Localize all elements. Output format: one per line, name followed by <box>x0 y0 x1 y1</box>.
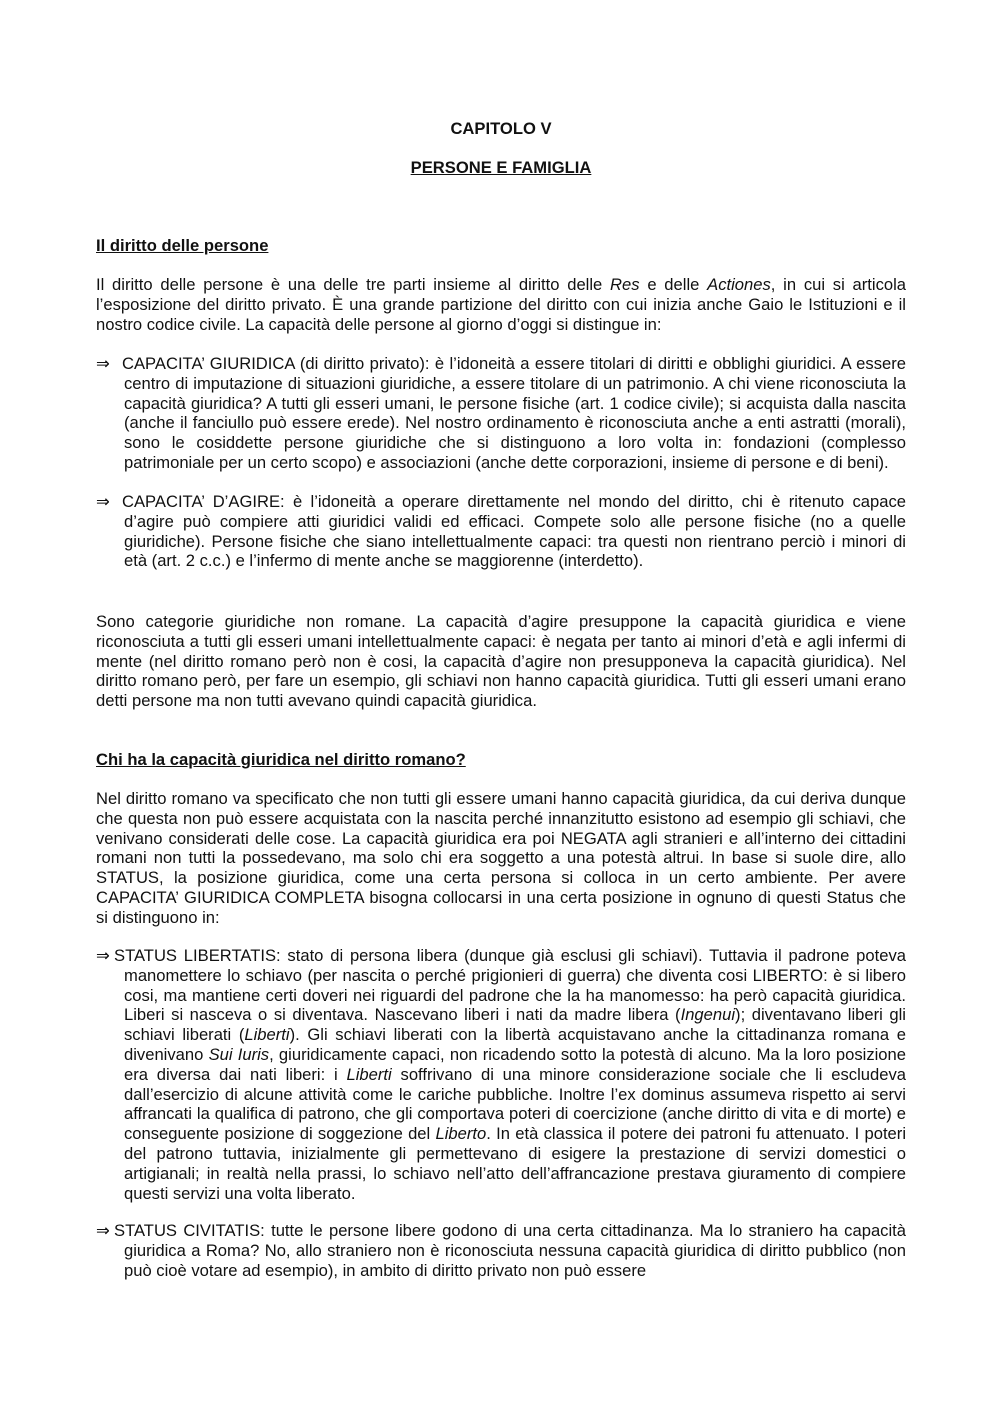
arrow-icon: ⇒ <box>96 1221 110 1240</box>
bullet-status-libertatis: ⇒ STATUS LIBERTATIS: stato di persona libera (dunque già esclusi gli schiavi). Tuttavia il padrone poteva manomettere lo schiavo (per nascita o perché prigionieri di guerra) che diventa cosi LIBERTO: è si libero cosi, ma mantiene certi doveri nei riguardi del padrone che la ha manomesso: ha però capacità giuridica. Liberi si nasceva o si diventava. Nascevano liberi i nati da madre libera (Ingenui); diventavano liberi gli schiavi liberati (Liberti). Gli schiavi liberati con la libertà acquistavano anche la cittadinanza romana e divenivano Sui Iuris, giuridicamente capaci, non ricadendo sotto la potestà di alcuno. Ma la loro posizione era diversa dai nati liberi: i Liberti soffrivano di una minore considerazione sociale che li escludeva dall’esercizio di alcune attività come le cariche pubbliche. Inoltre l’ex dominus assumeva rispetto ai servi affrancati la qualifica di patrono, che gli comportava poteri di coercizione (anche diritto di vita e di morte) e conseguente posizione di soggezione del Liberto. In età classica il potere dei patroni fu attenuato. I poteri del patrono tuttavia, inizialmente gli permettevano di esigere la prestazione di servizi domestici o artigianali; in realtà nella prassi, lo schiavo nell’atto dell’affrancazione prestava giuramento di compiere questi servizi una volta liberato. <box>96 946 907 1203</box>
closing-paragraph: Sono categorie giuridiche non romane. La capacità d’agire presuppone la capacità giuridica e viene riconosciuta a tutti gli esseri umani intellettualmente capaci: è negata per tanto ai minori d’età e agli infermi di mente (nel diritto romano però non è cosi, la capacità d’agire non presupponeva la capacità giuridica). Nel diritto romano però, per fare un esempio, gli schiavi non hanno capacità giuridica. Tutti gli esseri umani erano detti persone ma non tutti avevano quindi capacità giuridica. <box>96 612 906 711</box>
status-intro-paragraph: Nel diritto romano va specificato che non tutti gli essere umani hanno capacità giuridica, da cui deriva dunque che questa non può essere acquistata con la nascita perché innanzitutto esistono ad esempio gli schiavi, che venivano considerati delle cose. La capacità giuridica era poi NEGATA agli stranieri e all’interno dei cittadini romani non tutti la possedevano, ma solo chi era soggetto a una potestà altrui. In base si suole dire, allo STATUS, la posizione giuridica, come una certa persona si colloca in un certo ambiente. Per avere CAPACITA’ GIURIDICA COMPLETA bisogna collocarsi in una certa posizione in ognuno di questi Status che si distinguono in: <box>96 789 906 927</box>
chapter-subtitle: PERSONE E FAMIGLIA <box>410 158 592 177</box>
arrow-icon: ⇒ <box>96 946 110 965</box>
chapter-title: CAPITOLO V <box>450 119 552 138</box>
bullet-status-civitatis: ⇒ STATUS CIVITATIS: tutte le persone libere godono di una certa cittadinanza. Ma lo straniero ha capacità giuridica a Roma? No, allo straniero non è riconosciuta nessuna capacità giuridica di diritto pubblico (non può cioè votare ad esempio), in ambito di diritto privato non può essere <box>96 1221 906 1280</box>
arrow-icon: ⇒ <box>96 354 110 373</box>
bullet-capacita-agire: ⇒ CAPACITA’ D’AGIRE: è l’idoneità a operare direttamente nel mondo del diritto, chi è ritenuto capace d’agire può compiere atti giuridici validi ed efficaci. Compete solo alle persone fisiche (no a quelle giuridiche). Persone fisiche che siano intellettualmente capaci: tra questi non rientrano perciò i minori di età (art. 2 c.c.) e l’infermo di mente anche se maggiorenne (interdetto). <box>96 492 906 571</box>
intro-paragraph: Il diritto delle persone è una delle tre parti insieme al diritto delle Res e delle Actiones, in cui si articola l’esposizione del diritto privato. È una grande partizione del diritto con cui inizia anche Gaio le Istituzioni e il nostro codice civile. La capacità delle persone al giorno d’oggi si distingue in: <box>96 275 907 334</box>
section-heading-persone: Il diritto delle persone <box>96 236 269 255</box>
section-heading-capacita-romano: Chi ha la capacità giuridica nel diritto romano? <box>96 750 466 769</box>
bullet-capacita-giuridica: ⇒ CAPACITA’ GIURIDICA (di diritto privato): è l’idoneità a essere titolari di diritti e obblighi giuridici. A essere centro di imputazione di situazioni giuridiche, a essere titolare di un patrimonio. A chi viene riconosciuta la capacità giuridica? A tutti gli esseri umani, le persone fisiche (art. 1 codice civile); si acquista dalla nascita (anche il fanciullo può essere erede). Nel nostro ordinamento è riconosciuta anche a enti astratti (morali), sono le cosiddette persone giuridiche che si distinguono a loro volta in: fondazioni (complesso patrimoniale per un certo scopo) e associazioni (anche dette corporazioni, insieme di persone e di beni). <box>96 354 906 472</box>
arrow-icon: ⇒ <box>96 492 110 511</box>
